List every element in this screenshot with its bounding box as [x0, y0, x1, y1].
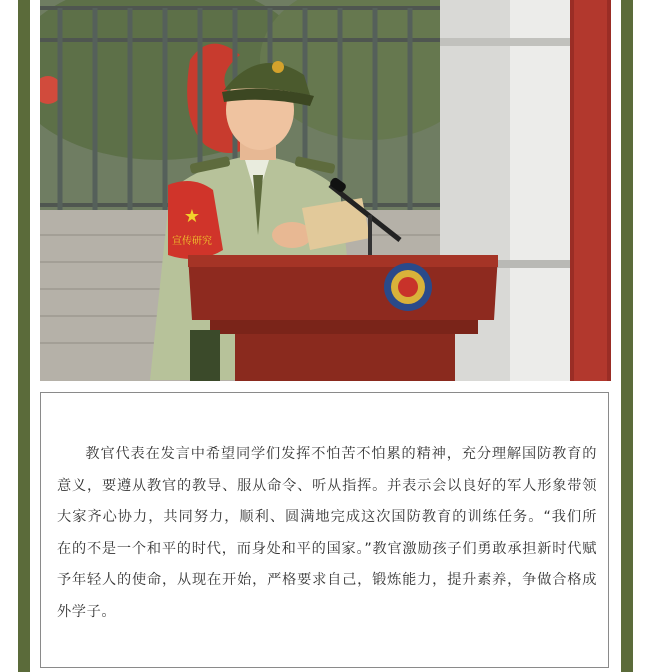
armband-text: 宣传研究: [172, 236, 212, 247]
left-border-bar: [18, 0, 30, 672]
article-paragraph: 教官代表在发言中希望同学们发挥不怕苦不怕累的精神，充分理解国防教育的意义，要遵从教官的教导、服从命令、听从指挥。并表示会以良好的军人形象带领大家齐心协力，共同努力，顺利、圆满地完成这次国防教育的训练任务。“我们所在的不是一个和平的时代，而身处和平的国家。”教官激励孩子们勇敢承担新时代赋予年轻人的使命，从现在开始，严格要求自己，锻炼能力，提升素养，争做合格成外学子。: [57, 446, 597, 620]
article-card: [40, 392, 609, 668]
right-border-bar: [621, 0, 633, 672]
speech-photo: [40, 0, 611, 381]
svg-text:★: ★: [183, 206, 201, 227]
